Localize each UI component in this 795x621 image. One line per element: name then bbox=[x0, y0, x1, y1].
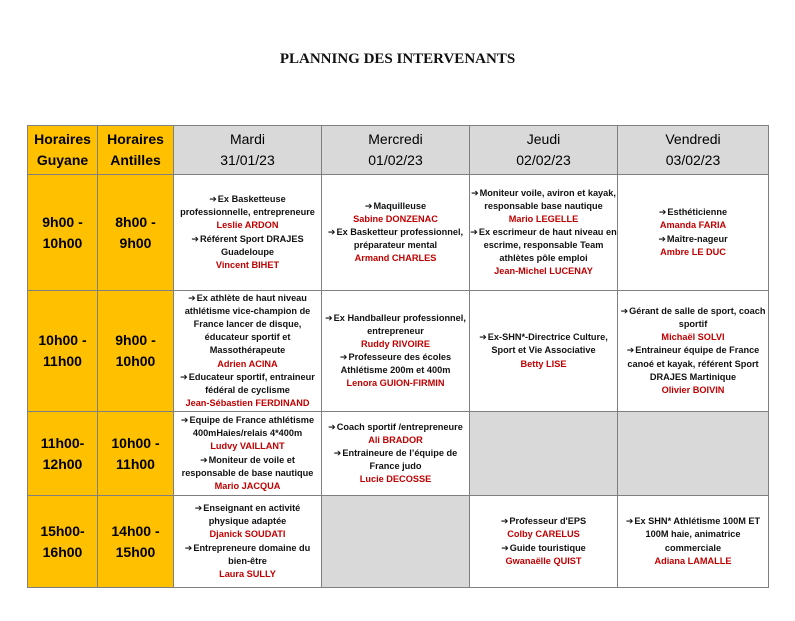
intervenant-entry bbox=[470, 331, 617, 370]
intervenant-entry bbox=[174, 502, 321, 541]
time-guyane bbox=[28, 175, 98, 291]
intervenant-name: Ali BRADOR bbox=[368, 434, 423, 445]
arrow-icon: ➔ bbox=[180, 415, 189, 426]
table-row bbox=[28, 175, 769, 291]
header-line: Horaires bbox=[107, 131, 164, 147]
intervenant-name: Michaël SOLVI bbox=[661, 332, 725, 343]
intervenant-entry bbox=[618, 206, 768, 232]
intervenant-entry bbox=[618, 344, 768, 396]
intervenant-name: Ruddy RIVOIRE bbox=[361, 338, 430, 349]
intervenant-entry bbox=[322, 312, 469, 351]
description-text: Ex-SHN*-Directrice Culture, Sport et Vie Associative bbox=[487, 332, 608, 356]
intervenant-description bbox=[328, 227, 463, 250]
page-title: PLANNING DES INTERVENANTS bbox=[279, 51, 516, 67]
schedule-cell bbox=[322, 175, 470, 291]
time-guyane bbox=[28, 496, 98, 588]
time-guyane bbox=[28, 412, 98, 496]
header-horaires-guyane bbox=[28, 126, 98, 175]
intervenant-entry bbox=[174, 193, 321, 232]
header-day-vendredi bbox=[618, 126, 769, 175]
intervenant-entry bbox=[322, 421, 469, 447]
schedule-cell bbox=[470, 175, 618, 291]
arrow-icon: ➔ bbox=[184, 542, 193, 553]
intervenant-entry bbox=[470, 226, 617, 278]
schedule-cell bbox=[322, 412, 470, 496]
intervenant-description bbox=[191, 234, 303, 257]
intervenant-name: Jean-Sébastien FERDINAND bbox=[185, 397, 310, 408]
intervenant-description bbox=[626, 516, 760, 552]
intervenant-entry bbox=[174, 371, 321, 410]
description-text: Coach sportif /entrepreneure bbox=[336, 421, 463, 432]
schedule-cell bbox=[470, 291, 618, 412]
intervenant-name: Djanick SOUDATI bbox=[209, 529, 286, 540]
description-text: Ex SHN* Athlétisme 100M ET 100M haie, animatrice commerciale bbox=[634, 516, 761, 553]
time-guyane bbox=[28, 291, 98, 412]
intervenant-description bbox=[180, 194, 315, 217]
description-text: Ex Handballeur professionnel, entrepreneur bbox=[333, 312, 466, 336]
intervenant-description bbox=[501, 516, 586, 526]
intervenant-entry bbox=[322, 226, 469, 265]
table-row bbox=[28, 412, 769, 496]
intervenant-description bbox=[659, 207, 727, 217]
schedule-cell bbox=[322, 291, 470, 412]
intervenant-name: Adrien ACINA bbox=[217, 358, 278, 369]
description-text: Ex escrimeur de haut niveau en escrime, responsable Team athlètes pôle emploi bbox=[478, 226, 617, 264]
day-date: 31/01/23 bbox=[220, 152, 275, 168]
day-name: Jeudi bbox=[526, 131, 561, 147]
intervenant-description bbox=[328, 422, 463, 432]
arrow-icon: ➔ bbox=[327, 226, 336, 237]
intervenant-entry bbox=[322, 351, 469, 390]
intervenant-description bbox=[185, 293, 311, 355]
empty-cell bbox=[322, 496, 470, 588]
time-antilles bbox=[98, 291, 174, 412]
intervenant-name: Olivier BOIVIN bbox=[661, 384, 725, 395]
time-line: 10h00 bbox=[115, 353, 156, 369]
intervenant-description bbox=[479, 332, 608, 355]
intervenant-entry bbox=[174, 292, 321, 371]
arrow-icon: ➔ bbox=[658, 207, 667, 218]
description-text: Entraineur équipe de France canoé et kayak, référent Sport DRAJES Martinique bbox=[627, 345, 760, 382]
intervenant-entry bbox=[470, 542, 617, 568]
empty-cell bbox=[470, 412, 618, 496]
arrow-icon: ➔ bbox=[188, 293, 196, 304]
day-name: Mardi bbox=[229, 131, 265, 147]
intervenant-entry bbox=[322, 200, 469, 226]
description-text: Maquilleuse bbox=[373, 200, 427, 211]
intervenant-entry bbox=[618, 233, 768, 259]
description-text: Professeur d'EPS bbox=[509, 516, 587, 527]
arrow-icon: ➔ bbox=[339, 352, 348, 362]
header-day-mercredi bbox=[322, 126, 470, 175]
intervenant-name: Vincent BIHET bbox=[215, 259, 280, 270]
schedule-cell bbox=[618, 175, 769, 291]
intervenant-name: Gwanaëlle QUIST bbox=[505, 555, 582, 566]
header-row bbox=[28, 126, 769, 175]
intervenant-entry bbox=[174, 454, 321, 493]
arrow-icon: ➔ bbox=[194, 503, 203, 514]
description-text: Moniteur voile, aviron et kayak, responsable base nautique bbox=[479, 187, 616, 211]
time-line: 8h00 - bbox=[115, 213, 156, 230]
schedule-cell bbox=[618, 291, 769, 412]
intervenant-name: Laura SULLY bbox=[219, 568, 276, 579]
time-line: 15h00- bbox=[40, 522, 85, 539]
planning-table bbox=[27, 125, 769, 588]
intervenant-description bbox=[501, 543, 586, 553]
intervenant-name: Colby CARELUS bbox=[507, 529, 580, 540]
description-text: Educateur sportif, entraineur fédéral de cyclisme bbox=[188, 371, 315, 395]
intervenant-name: Mario LEGELLE bbox=[508, 213, 579, 224]
description-text: Ex Basketteuse professionnelle, entrepreneure bbox=[180, 194, 315, 218]
intervenant-entry bbox=[470, 515, 617, 541]
time-line: 10h00 - bbox=[38, 332, 87, 348]
intervenant-description bbox=[182, 455, 314, 478]
intervenant-name: Adiana LAMALLE bbox=[654, 555, 732, 566]
intervenant-entry bbox=[618, 305, 768, 344]
description-text: Professeure des écoles Athlétisme 200m et 400m bbox=[340, 352, 452, 376]
intervenant-description bbox=[325, 313, 466, 336]
arrow-icon: ➔ bbox=[626, 345, 635, 356]
empty-cell bbox=[618, 412, 769, 496]
intervenant-description bbox=[470, 227, 616, 263]
intervenant-name: Mario JACQUA bbox=[214, 480, 281, 491]
time-antilles bbox=[98, 175, 174, 291]
description-text: Esthéticienne bbox=[667, 207, 728, 218]
intervenant-name: Sabine DONZENAC bbox=[353, 213, 438, 224]
schedule-cell bbox=[174, 175, 322, 291]
table-row bbox=[28, 496, 769, 588]
schedule-cell bbox=[174, 291, 322, 412]
time-antilles bbox=[98, 412, 174, 496]
arrow-icon: ➔ bbox=[470, 226, 478, 237]
arrow-icon: ➔ bbox=[364, 200, 373, 211]
header-day-mardi bbox=[174, 126, 322, 175]
time-line: 11h00 bbox=[43, 353, 82, 369]
day-date: 03/02/23 bbox=[665, 152, 721, 168]
intervenant-description bbox=[365, 201, 426, 211]
time-line: 14h00 - bbox=[111, 522, 160, 539]
arrow-icon: ➔ bbox=[191, 233, 199, 244]
arrow-icon: ➔ bbox=[180, 371, 188, 382]
schedule-cell bbox=[174, 412, 322, 496]
intervenant-entry bbox=[470, 187, 617, 226]
schedule-cell bbox=[174, 496, 322, 588]
description-text: Moniteur de voile et responsable de base nautique bbox=[181, 454, 314, 478]
intervenant-description bbox=[621, 306, 766, 329]
intervenant-name: Armand CHARLES bbox=[354, 253, 437, 264]
arrow-icon: ➔ bbox=[500, 516, 509, 527]
arrow-icon: ➔ bbox=[620, 306, 629, 317]
arrow-icon: ➔ bbox=[333, 447, 342, 458]
intervenant-entry bbox=[174, 542, 321, 581]
time-line: 12h00 bbox=[42, 455, 83, 472]
intervenant-entry bbox=[618, 515, 768, 567]
intervenant-description bbox=[180, 372, 315, 395]
intervenant-name: Ambre LE DUC bbox=[660, 246, 726, 257]
description-text: Entrepreneure domaine du bien-être bbox=[193, 542, 311, 566]
intervenant-entry bbox=[174, 233, 321, 272]
description-text: Guide touristique bbox=[509, 542, 586, 553]
time-line: 11h00- bbox=[40, 434, 85, 451]
description-text: Equipe de France athlétisme 400mHaies/relais 4*400m bbox=[189, 415, 315, 439]
header-line: Guyane bbox=[36, 152, 89, 168]
header-line: Antilles bbox=[110, 152, 161, 168]
description-text: Référent Sport DRAJES Guadeloupe bbox=[199, 233, 304, 257]
header-day-jeudi bbox=[470, 126, 618, 175]
arrow-icon: ➔ bbox=[471, 187, 479, 198]
intervenant-name: Lenora GUION-FIRMIN bbox=[346, 378, 445, 389]
header-line: Horaires bbox=[34, 131, 91, 147]
intervenant-description bbox=[195, 503, 301, 526]
time-line: 11h00 bbox=[116, 455, 155, 472]
intervenant-description bbox=[471, 188, 616, 211]
time-line: 9h00 - bbox=[42, 213, 83, 230]
intervenant-name: Ludvy VAILLANT bbox=[210, 441, 285, 452]
intervenant-name: Betty LISE bbox=[520, 358, 567, 369]
intervenant-entry bbox=[322, 447, 469, 486]
description-text: Entraineure de l’équipe de France judo bbox=[342, 447, 458, 472]
time-line: 9h00 - bbox=[115, 332, 156, 348]
intervenant-name: Lucie DECOSSE bbox=[359, 474, 432, 485]
arrow-icon: ➔ bbox=[200, 454, 208, 465]
intervenant-description bbox=[658, 234, 727, 244]
time-antilles bbox=[98, 496, 174, 588]
table-row bbox=[28, 291, 769, 412]
arrow-icon: ➔ bbox=[325, 312, 333, 323]
schedule-cell bbox=[470, 496, 618, 588]
description-text: Ex athlète de haut niveau athlétisme vice-champion de France lancer de disque, éducateur sportif et Massothérapeute bbox=[184, 293, 311, 356]
day-name: Mercredi bbox=[368, 131, 423, 147]
arrow-icon: ➔ bbox=[209, 194, 217, 205]
arrow-icon: ➔ bbox=[328, 421, 336, 432]
day-name: Vendredi bbox=[665, 131, 721, 147]
intervenant-description bbox=[334, 448, 457, 471]
arrow-icon: ➔ bbox=[501, 542, 509, 553]
day-date: 02/02/23 bbox=[516, 152, 571, 168]
intervenant-description bbox=[340, 352, 451, 375]
day-date: 01/02/23 bbox=[368, 152, 423, 168]
schedule-cell bbox=[618, 496, 769, 588]
time-line: 10h00 bbox=[42, 234, 83, 251]
time-line: 9h00 bbox=[119, 234, 152, 251]
description-text: Maître-nageur bbox=[666, 233, 728, 244]
intervenant-name: Leslie ARDON bbox=[216, 220, 279, 231]
intervenant-name: Jean-Michel LUCENAY bbox=[494, 266, 593, 277]
intervenant-description bbox=[181, 415, 314, 438]
time-line: 16h00 bbox=[42, 543, 83, 560]
intervenant-entry bbox=[174, 414, 321, 453]
intervenant-description bbox=[627, 345, 760, 381]
intervenant-description bbox=[185, 543, 310, 566]
header-horaires-antilles bbox=[98, 126, 174, 175]
arrow-icon: ➔ bbox=[479, 332, 487, 343]
description-text: Gérant de salle de sport, coach sportif bbox=[629, 306, 766, 330]
intervenant-name: Amanda FARIA bbox=[659, 220, 727, 231]
time-line: 10h00 - bbox=[111, 434, 160, 451]
description-text: Ex Basketteur professionnel, préparateur mental bbox=[336, 226, 464, 251]
time-line: 15h00 bbox=[115, 543, 156, 560]
description-text: Enseignant en activité physique adaptée bbox=[203, 503, 301, 527]
arrow-icon: ➔ bbox=[658, 233, 666, 244]
arrow-icon: ➔ bbox=[625, 516, 634, 527]
